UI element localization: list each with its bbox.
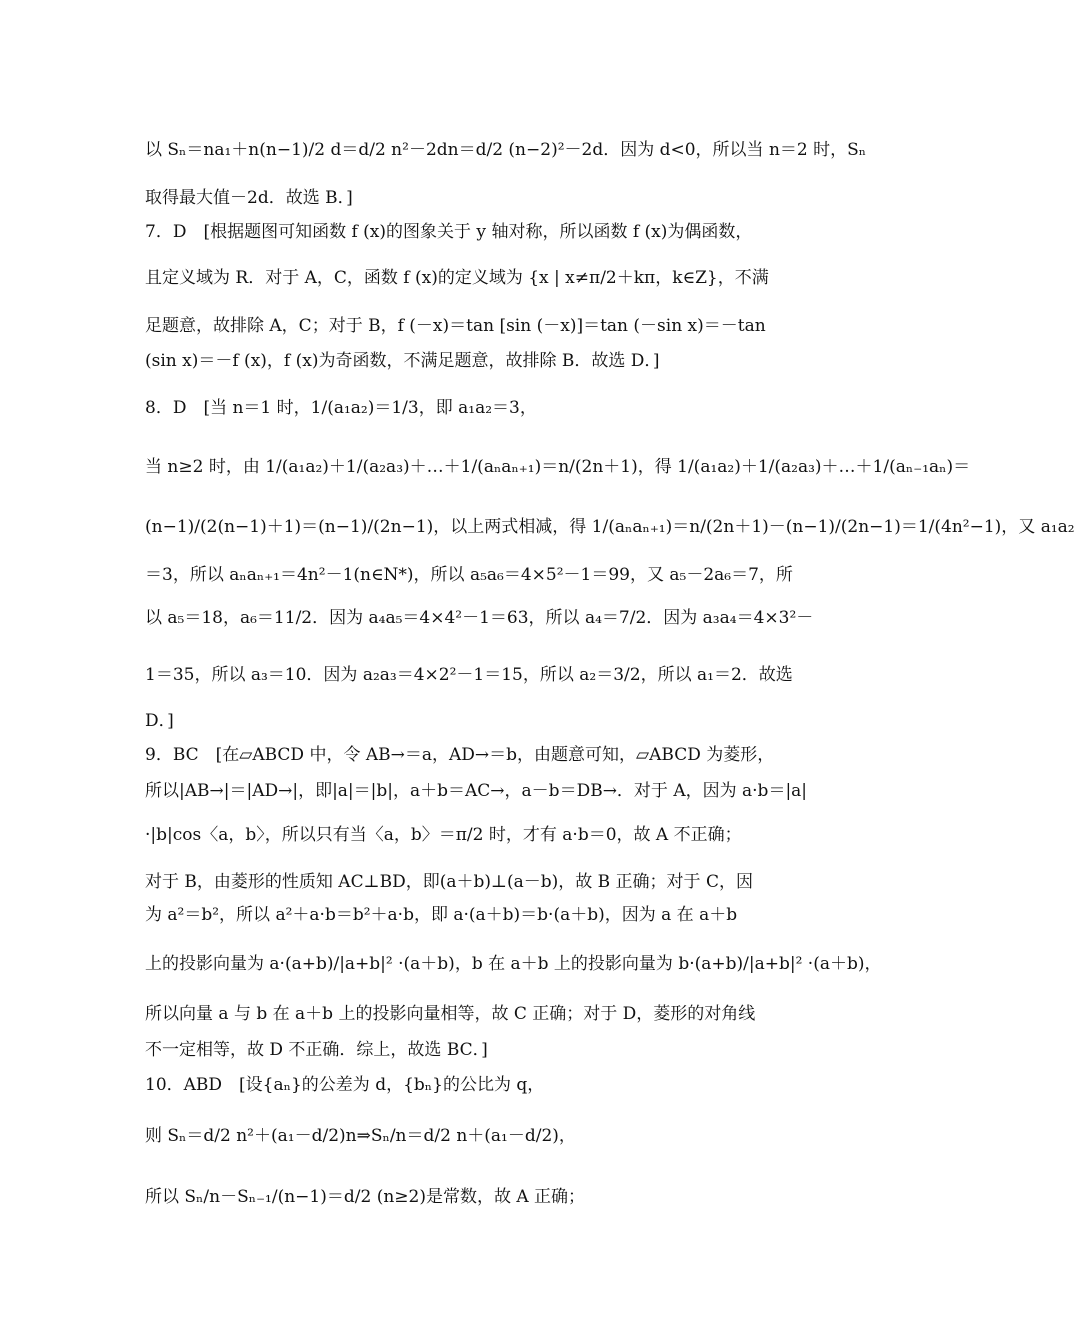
text-line-24: 所以 Sₙ/n－Sₙ₋₁/(n−1)＝d/2 (n≥2)是常数，故 A 正确； xyxy=(145,1187,586,1207)
text-line-8: 当 n≥2 时，由 1/(a₁a₂)＋1/(a₂a₃)＋…＋1/(aₙaₙ₊₁)＝n/(2n＋1)，得 1/(a₁a₂)＋1/(a₂a₃)＋…＋1/(aₙ₋₁aₙ)＝ xyxy=(145,457,971,477)
text-line-1: 以 Sₙ＝na₁＋n(n−1)/2 d＝d/2 n²－2dn＝d/2 (n−2)²－2d．因为 d<0，所以当 n＝2 时，Sₙ xyxy=(145,140,867,160)
text-line-14: 9．BC [在▱ABCD 中，令 AB→＝a，AD→＝b，由题意可知，▱ABCD 为菱形， xyxy=(145,745,775,765)
text-line-2: 取得最大值－2d．故选 B．] xyxy=(145,188,353,208)
text-line-18: 为 a²＝b²，所以 a²＋a·b＝b²＋a·b，即 a·(a＋b)＝b·(a＋b)，因为 a 在 a＋b xyxy=(145,905,738,925)
text-line-3: 7．D [根据题图可知函数 f (x)的图象关于 y 轴对称，所以函数 f (x)为偶函数， xyxy=(145,222,753,242)
text-line-4: 且定义域为 R．对于 A，C，函数 f (x)的定义域为 {x | x≠π/2＋kπ，k∈Z}，不满 xyxy=(145,268,769,288)
text-line-9: (n−1)/(2(n−1)＋1)＝(n−1)/(2n−1)，以上两式相减，得 1/(aₙaₙ₊₁)＝n/(2n＋1)－(n−1)/(2n−1)＝1/(4n²−1)，又 a₁a₂ xyxy=(145,517,1075,537)
text-line-17: 对于 B，由菱形的性质知 AC⊥BD，即(a＋b)⊥(a－b)，故 B 正确；对于 C，因 xyxy=(145,872,753,892)
text-line-11: 以 a₅＝18，a₆＝11/2．因为 a₄a₅＝4×4²－1＝63，所以 a₄＝7/2．因为 a₃a₄＝4×3²－ xyxy=(145,608,814,628)
text-line-7: 8．D [当 n＝1 时，1/(a₁a₂)＝1/3，即 a₁a₂＝3， xyxy=(145,398,537,418)
text-line-13: D．] xyxy=(145,711,174,731)
text-line-12: 1＝35，所以 a₃＝10．因为 a₂a₃＝4×2²－1＝15，所以 a₂＝3/2，所以 a₁＝2．故选 xyxy=(145,665,793,685)
text-line-6: (sin x)＝－f (x)，f (x)为奇函数，不满足题意，故排除 B．故选 D．] xyxy=(145,351,660,371)
text-line-20: 所以向量 a 与 b 在 a＋b 上的投影向量相等，故 C 正确；对于 D，菱形的对角线 xyxy=(145,1004,756,1024)
text-line-16: ·|b|cos〈a，b〉，所以只有当〈a，b〉＝π/2 时，才有 a·b＝0，故 A 不正确； xyxy=(145,825,742,845)
text-line-15: 所以|AB→|＝|AD→|，即|a|＝|b|，a＋b＝AC→，a－b＝DB→．对于 A，因为 a·b＝|a| xyxy=(145,781,808,801)
text-line-5: 足题意，故排除 A，C；对于 B，f (－x)＝tan [sin (－x)]＝tan (－sin x)＝－tan xyxy=(145,316,766,336)
text-line-23: 则 Sₙ＝d/2 n²＋(a₁－d/2)n⇒Sₙ/n＝d/2 n＋(a₁－d/2)， xyxy=(145,1126,576,1146)
text-line-22: 10．ABD [设{aₙ}的公差为 d，{bₙ}的公比为 q， xyxy=(145,1075,545,1095)
text-line-10: ＝3，所以 aₙaₙ₊₁＝4n²－1(n∈N*)，所以 a₅a₆＝4×5²－1＝99，又 a₅－2a₆＝7，所 xyxy=(145,565,793,585)
text-line-19: 上的投影向量为 a·(a+b)/|a+b|² ·(a＋b)，b 在 a＋b 上的投影向量为 b·(a+b)/|a+b|² ·(a＋b)， xyxy=(145,954,882,974)
text-line-21: 不一定相等，故 D 不正确．综上，故选 BC．] xyxy=(145,1040,488,1060)
